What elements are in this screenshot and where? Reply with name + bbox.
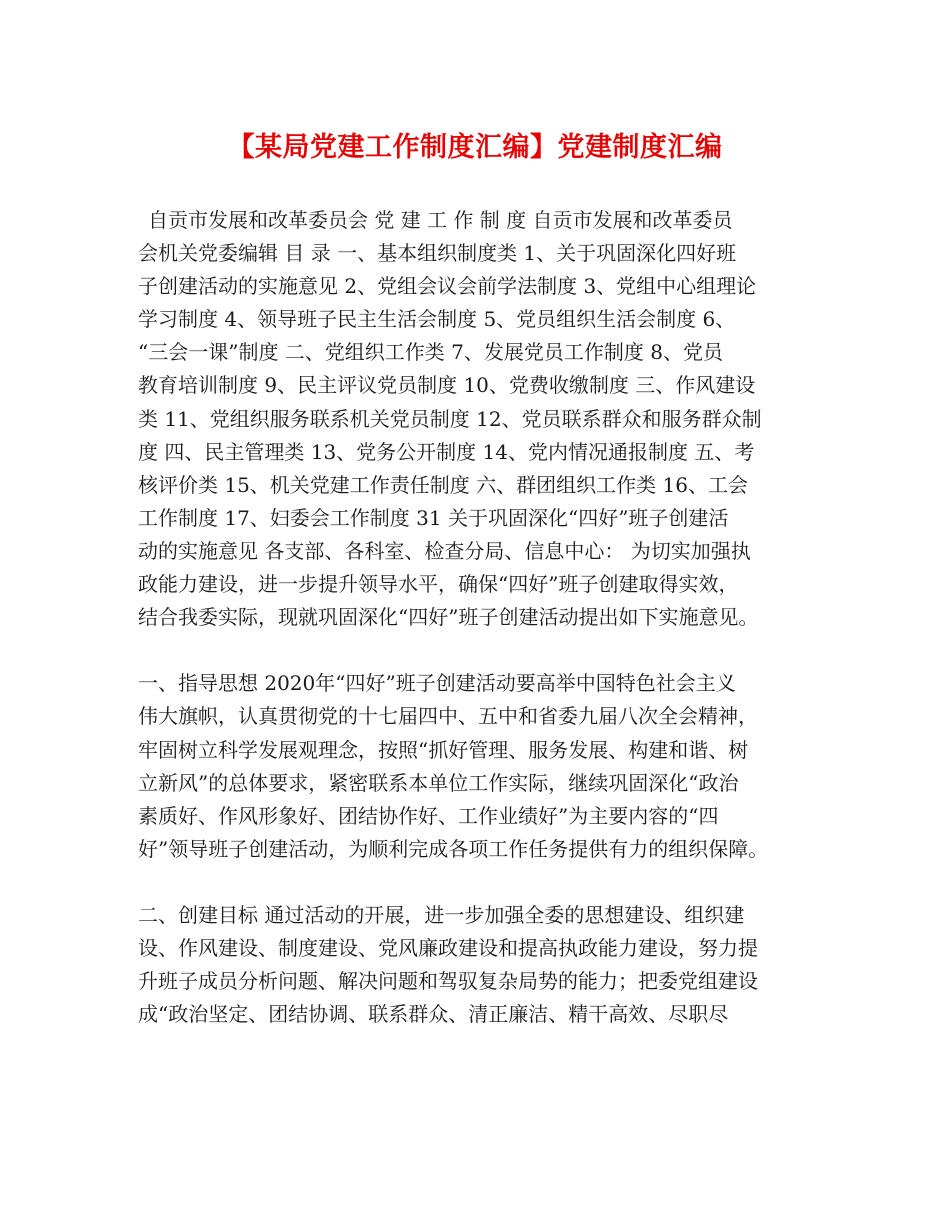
text-line: 一、指导思想 2020年“四好”班子创建活动要高举中国特色社会主义 xyxy=(138,671,736,696)
text-line: 结合我委实际，现就巩固深化“四好”班子创建活动提出如下实施意见。 xyxy=(138,605,759,630)
text-line: 类 11、党组织服务联系机关党员制度 12、党员联系群众和服务群众制 xyxy=(138,406,762,431)
text-line: 二、创建目标 通过活动的开展，进一步加强全委的思想建设、组织建 xyxy=(138,902,745,927)
paragraph-gap xyxy=(138,634,828,667)
text-line: “三会一课”制度 二、党组织工作类 7、发展党员工作制度 8、党员 xyxy=(138,340,723,365)
text-line: 教育培训制度 9、民主评议党员制度 10、党费收缴制度 三、作风建设 xyxy=(138,373,756,398)
text-line: 度 四、民主管理类 13、党务公开制度 14、党内情况通报制度 五、考 xyxy=(138,439,755,464)
text-line: 立新风”的总体要求，紧密联系本单位工作实际，继续巩固深化“政治 xyxy=(138,770,739,795)
text-line: 素质好、作风形象好、团结协作好、工作业绩好”为主要内容的“四 xyxy=(138,803,719,828)
text-line: 政能力建设，进一步提升领导水平，确保“四好”班子创建取得实效， xyxy=(138,572,739,597)
text-line: 工作制度 17、妇委会工作制度 31 关于巩固深化“四好”班子创建活 xyxy=(138,505,729,530)
text-line: 伟大旗帜，认真贯彻党的十七届四中、五中和省委九届八次全会精神， xyxy=(138,704,758,729)
text-line: 核评价类 15、机关党建工作责任制度 六、群团组织工作类 16、工会 xyxy=(138,472,748,497)
text-line: 成“政治坚定、团结协调、联系群众、清正廉洁、精干高效、尽职尽 xyxy=(138,1002,729,1027)
document-body xyxy=(138,204,828,1031)
text-line: 会机关党委编辑 目 录 一、基本组织制度类 1、关于巩固深化四好班 xyxy=(138,241,737,266)
text-line: 升班子成员分析问题、解决问题和驾驭复杂局势的能力；把委党组建设 xyxy=(138,969,758,994)
text-line: 好”领导班子创建活动，为顺利完成各项工作任务提供有力的组织保障。 xyxy=(138,836,769,861)
text-line: 设、作风建设、制度建设、党风廉政建设和提高执政能力建设，努力提 xyxy=(138,936,758,961)
text-line: 自贡市发展和改革委员会 党 建 工 作 制 度 自贡市发展和改革委员 xyxy=(148,208,733,232)
text-line: 子创建活动的实施意见 2、党组会议会前学法制度 3、党组中心组理论 xyxy=(138,274,757,299)
text-line: 牢固树立科学发展观理念，按照“抓好管理、服务发展、构建和谐、树 xyxy=(138,737,749,762)
text-line: 动的实施意见 各支部、各科室、检查分局、信息中心： 为切实加强执 xyxy=(138,538,751,563)
text-line: 学习制度 4、领导班子民主生活会制度 5、党员组织生活会制度 6、 xyxy=(138,307,736,332)
paragraph-gap xyxy=(138,866,828,899)
document-title: 【某局党建工作制度汇编】党建制度汇编 xyxy=(227,132,723,163)
